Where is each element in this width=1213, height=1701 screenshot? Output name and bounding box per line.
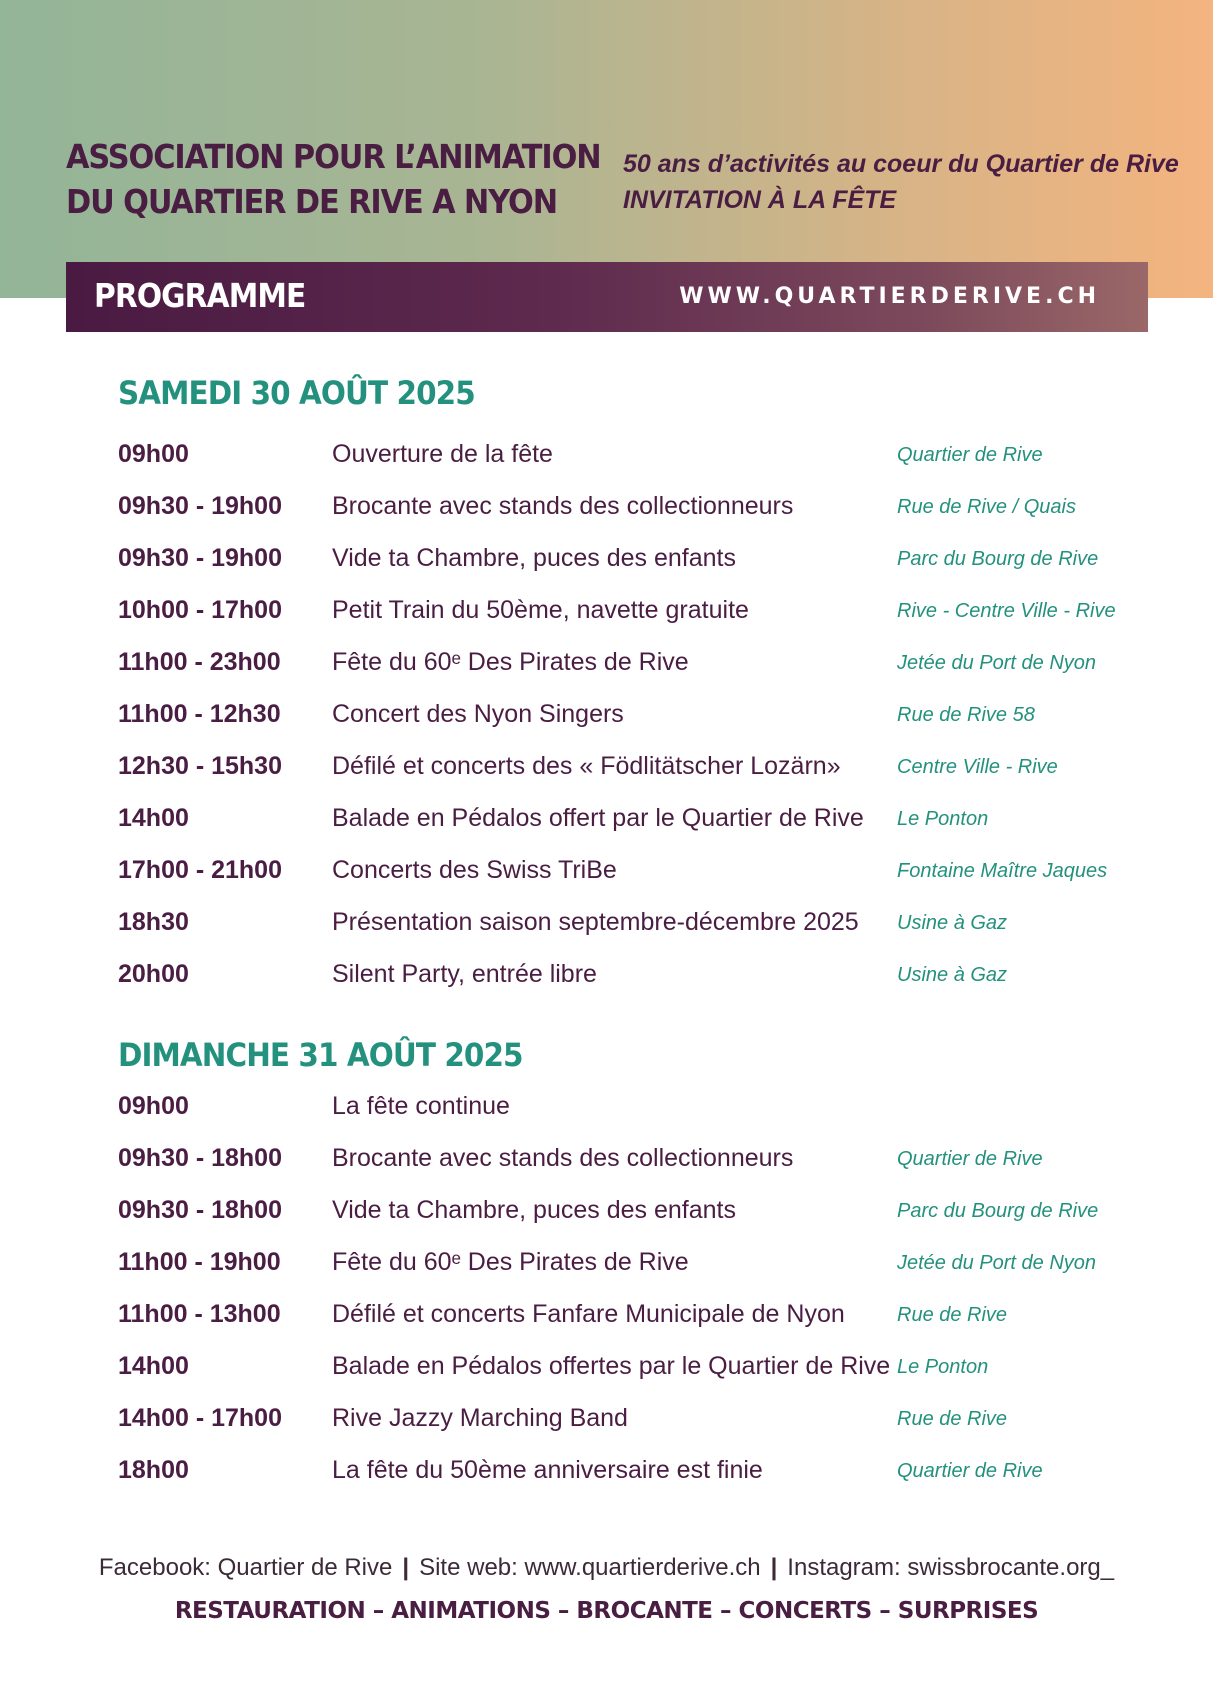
event-time: 20h00 <box>118 960 189 988</box>
event-name: Présentation saison septembre-décembre 2025 <box>332 908 859 936</box>
schedule-row <box>0 1240 1213 1292</box>
program-bar <box>66 262 1148 332</box>
event-time: 18h00 <box>118 1456 189 1484</box>
website-url[interactable]: WWW.QUARTIERDERIVE.CH <box>679 284 1100 309</box>
day-title-saturday: SAMEDI 30 AOÛT 2025 <box>118 374 475 412</box>
event-location: Quartier de Rive <box>897 444 1043 466</box>
footer-separator: | <box>770 1554 778 1581</box>
event-location: Rue de Rive <box>897 1304 1008 1326</box>
event-time: 11h00 - 23h00 <box>118 648 281 676</box>
event-location: Le Ponton <box>897 808 989 830</box>
event-name: Brocante avec stands des collectionneurs <box>332 492 794 520</box>
event-name: Défilé et concerts des « Födlitätscher Lozärn» <box>332 752 841 780</box>
event-time: 14h00 - 17h00 <box>118 1404 282 1432</box>
event-time: 09h00 <box>118 1092 189 1120</box>
schedule-row <box>0 1344 1213 1396</box>
event-location: Rive - Centre Ville - Rive <box>897 600 1116 622</box>
schedule-row <box>0 1188 1213 1240</box>
event-name: La fête continue <box>332 1092 510 1120</box>
website-link[interactable]: Site web: www.quartierderive.ch <box>419 1554 761 1581</box>
schedule-row <box>0 1084 1213 1136</box>
event-name: Silent Party, entrée libre <box>332 960 597 988</box>
event-location: Jetée du Port de Nyon <box>897 652 1097 674</box>
event-time: 09h00 <box>118 440 189 468</box>
event-name: Balade en Pédalos offert par le Quartier de Rive <box>332 804 864 832</box>
footer-tagline: RESTAURATION – ANIMATIONS – BROCANTE – CONCERTS – SURPRISES <box>174 1598 1039 1624</box>
event-location: Quartier de Rive <box>897 1460 1043 1482</box>
schedule-row <box>0 588 1213 640</box>
event-time: 14h00 <box>118 1352 189 1380</box>
tagline-line1: 50 ans d’activités au coeur du Quartier de Rive <box>623 150 1179 178</box>
event-location: Parc du Bourg de Rive <box>897 1200 1099 1222</box>
event-name: Petit Train du 50ème, navette gratuite <box>332 596 749 624</box>
event-name: Concert des Nyon Singers <box>332 700 624 728</box>
schedule-row <box>0 1136 1213 1188</box>
event-time: 17h00 - 21h00 <box>118 856 282 884</box>
schedule-row <box>0 900 1213 952</box>
schedule-saturday <box>0 432 1213 1004</box>
event-name: Ouverture de la fête <box>332 440 553 468</box>
organization-title-line1: ASSOCIATION POUR L’ANIMATION <box>66 137 601 176</box>
event-time: 09h30 - 19h00 <box>118 492 282 520</box>
schedule-row <box>0 1448 1213 1500</box>
footer-links <box>0 1554 1213 1582</box>
event-name: Vide ta Chambre, puces des enfants <box>332 1196 736 1224</box>
event-location: Fontaine Maître Jaques <box>897 860 1108 882</box>
event-location: Centre Ville - Rive <box>897 756 1058 778</box>
event-time: 11h00 - 13h00 <box>118 1300 281 1328</box>
schedule-row <box>0 1292 1213 1344</box>
event-location: Quartier de Rive <box>897 1148 1043 1170</box>
event-location: Rue de Rive 58 <box>897 704 1035 726</box>
event-location: Rue de Rive / Quais <box>897 496 1076 518</box>
program-label: PROGRAMME <box>94 276 306 315</box>
event-location: Le Ponton <box>897 1356 989 1378</box>
event-time: 09h30 - 19h00 <box>118 544 282 572</box>
tagline <box>623 146 1183 218</box>
event-name: Défilé et concerts Fanfare Municipale de Nyon <box>332 1300 845 1328</box>
event-time: 11h00 - 19h00 <box>118 1248 281 1276</box>
schedule-row <box>0 536 1213 588</box>
day-title-sunday: DIMANCHE 31 AOÛT 2025 <box>118 1036 523 1074</box>
schedule-row <box>0 848 1213 900</box>
event-location: Rue de Rive <box>897 1408 1008 1430</box>
event-location: Usine à Gaz <box>897 912 1008 934</box>
schedule-row <box>0 952 1213 1004</box>
event-time: 09h30 - 18h00 <box>118 1196 282 1224</box>
footer-separator: | <box>402 1554 410 1581</box>
tagline-line2: INVITATION À LA FÊTE <box>623 186 897 214</box>
event-time: 18h30 <box>118 908 189 936</box>
event-time: 12h30 - 15h30 <box>118 752 282 780</box>
schedule-row <box>0 692 1213 744</box>
schedule-row <box>0 1396 1213 1448</box>
event-location: Parc du Bourg de Rive <box>897 548 1099 570</box>
event-name: Balade en Pédalos offertes par le Quartier de Rive <box>332 1352 891 1380</box>
schedule-sunday <box>0 1084 1213 1500</box>
event-name: Fête du 60ᵉ Des Pirates de Rive <box>332 648 689 676</box>
event-time: 11h00 - 12h30 <box>118 700 281 728</box>
event-name: Fête du 60ᵉ Des Pirates de Rive <box>332 1248 689 1276</box>
event-name: Brocante avec stands des collectionneurs <box>332 1144 794 1172</box>
event-location: Jetée du Port de Nyon <box>897 1252 1097 1274</box>
schedule-row <box>0 744 1213 796</box>
event-time: 10h00 - 17h00 <box>118 596 282 624</box>
organization-title-line2: DU QUARTIER DE RIVE A NYON <box>66 182 558 221</box>
event-time: 09h30 - 18h00 <box>118 1144 282 1172</box>
event-location: Usine à Gaz <box>897 964 1008 986</box>
schedule-row <box>0 432 1213 484</box>
event-name: Rive Jazzy Marching Band <box>332 1404 628 1432</box>
schedule-row <box>0 640 1213 692</box>
event-time: 14h00 <box>118 804 189 832</box>
facebook-link[interactable]: Facebook: Quartier de Rive <box>98 1554 393 1581</box>
event-name: La fête du 50ème anniversaire est finie <box>332 1456 763 1484</box>
schedule-row <box>0 796 1213 848</box>
event-name: Vide ta Chambre, puces des enfants <box>332 544 736 572</box>
instagram-link[interactable]: Instagram: swissbrocante.org_ <box>787 1554 1115 1581</box>
schedule-row <box>0 484 1213 536</box>
organization-title <box>66 134 601 224</box>
event-name: Concerts des Swiss TriBe <box>332 856 617 884</box>
